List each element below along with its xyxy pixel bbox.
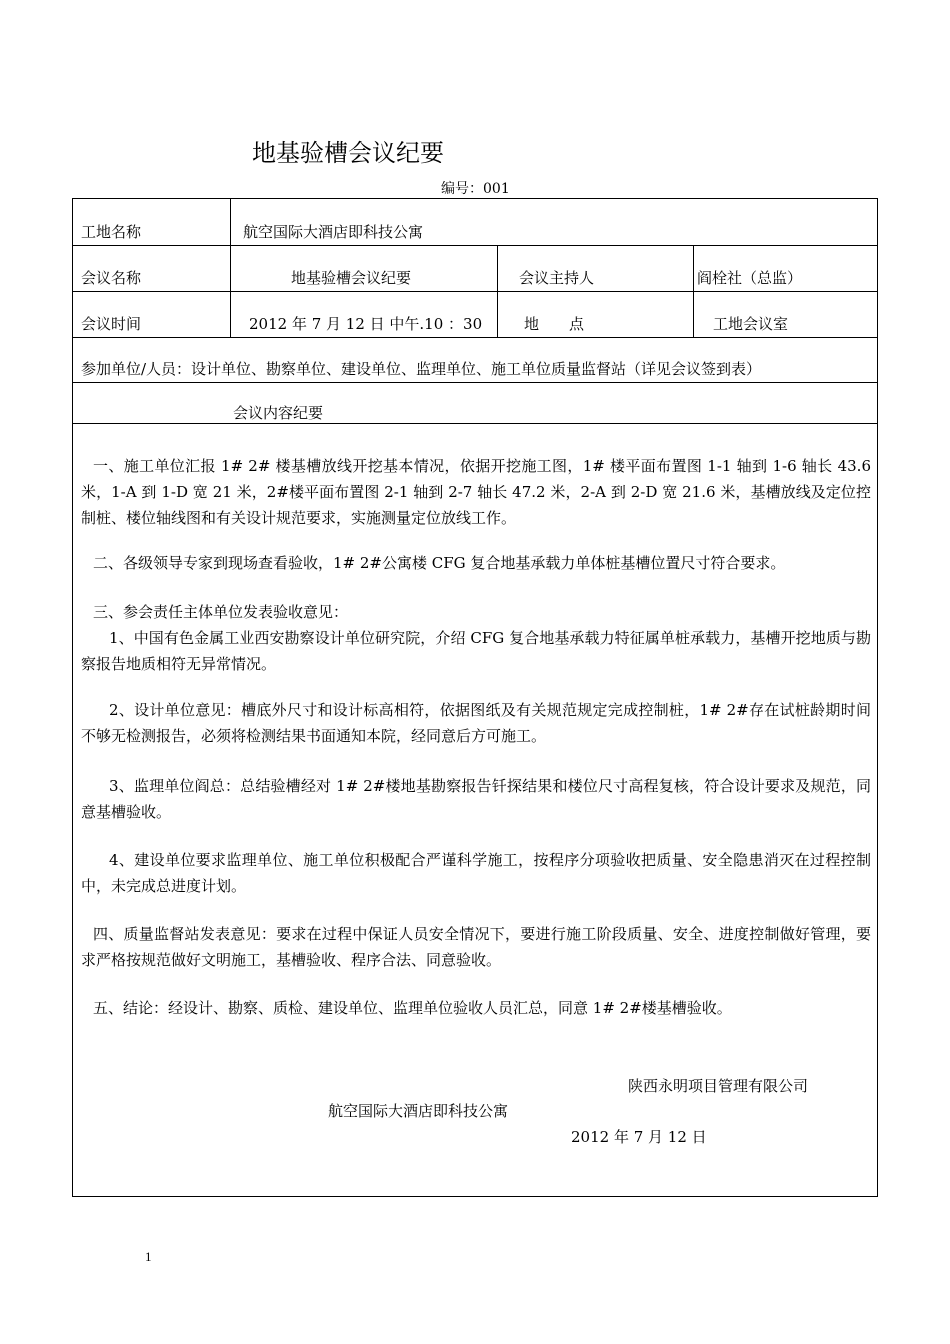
attendees-line: 参加单位/人员：设计单位、勘察单位、建设单位、监理单位、施工单位质量监督站（详见会议签到表） <box>81 360 762 378</box>
content-paragraph-5: 五、结论：经设计、勘察、质检、建设单位、监理单位验收人员汇总，同意 1# 2#楼基槽验收。 <box>93 999 732 1017</box>
site-name-value: 航空国际大酒店即科技公寓 <box>243 223 424 241</box>
column-divider <box>230 199 231 337</box>
place-label: 地 点 <box>524 315 585 333</box>
column-divider <box>693 245 694 337</box>
document-title: 地基验槽会议纪要 <box>252 139 444 167</box>
meeting-name-value: 地基验槽会议纪要 <box>291 269 412 287</box>
row-divider <box>73 291 877 292</box>
minutes-table <box>72 198 878 1197</box>
signature-project: 航空国际大酒店即科技公寓 <box>328 1102 509 1120</box>
row-divider <box>73 382 877 383</box>
document-number: 编号：001 <box>441 181 510 197</box>
content-paragraph-2: 二、各级领导专家到现场查看验收，1# 2#公寓楼 CFG 复合地基承载力单体桩基槽位置尺寸符合要求。 <box>93 554 786 572</box>
host-value: 阎栓社（总监） <box>697 269 803 287</box>
content-paragraph-3-2: 2、设计单位意见：槽底外尺寸和设计标高相符，依据图纸及有关规范规定完成控制桩，1# 2#存在试桩龄期时间不够无检测报告，必须将检测结果书面通知本院，经同意后方可施工。 <box>81 701 871 745</box>
page-number: 1 <box>145 1249 152 1264</box>
content-heading: 会议内容纪要 <box>233 404 324 422</box>
meeting-time-label: 会议时间 <box>81 315 142 333</box>
signature-company: 陕西永明项目管理有限公司 <box>628 1077 809 1095</box>
site-name-label: 工地名称 <box>81 223 142 241</box>
meeting-time-value: 2012 年 7 月 12 日 中午.10 ：30 <box>249 315 483 333</box>
meeting-name-label: 会议名称 <box>81 269 142 287</box>
row-divider <box>73 245 877 246</box>
row-divider <box>73 337 877 338</box>
column-divider <box>497 245 498 337</box>
content-paragraph-1: 一、施工单位汇报 1# 2# 楼基槽放线开挖基本情况，依据开挖施工图，1# 楼平面布置图 1-1 轴到 1-6 轴长 43.6 米，1-A 到 1-D 宽 21 米，2#楼平面布置图 2-1 轴到 2-7 轴长 47.2 米，2-A 到 2-D 宽 21.6 米，基槽放线及定位控制桩、楼位轴线图和有关设计规范要求，实施测量定位放线工作。 <box>81 457 871 527</box>
content-paragraph-4: 四、质量监督站发表意见：要求在过程中保证人员安全情况下，要进行施工阶段质量、安全、进度控制做好管理，要求严格按规范做好文明施工，基槽验收、程序合法、同意验收。 <box>81 925 871 969</box>
place-value: 工地会议室 <box>713 315 789 333</box>
content-paragraph-3-3: 3、监理单位阎总：总结验槽经对 1# 2#楼地基勘察报告钎探结果和楼位尺寸高程复核，符合设计要求及规范，同意基槽验收。 <box>81 777 871 821</box>
content-paragraph-3-4: 4、建设单位要求监理单位、施工单位积极配合严谨科学施工，按程序分项验收把质量、安全隐患消灭在过程控制中，未完成总进度计划。 <box>81 851 871 895</box>
content-paragraph-3: 三、参会责任主体单位发表验收意见： <box>93 603 349 621</box>
content-paragraph-3-1: 1、中国有色金属工业西安勘察设计单位研究院，介绍 CFG 复合地基承载力特征属单桩承载力，基槽开挖地质与勘察报告地质相符无异常情况。 <box>81 629 871 673</box>
row-divider <box>73 423 877 424</box>
signature-date: 2012 年 7 月 12 日 <box>571 1128 707 1146</box>
host-label: 会议主持人 <box>519 269 595 287</box>
